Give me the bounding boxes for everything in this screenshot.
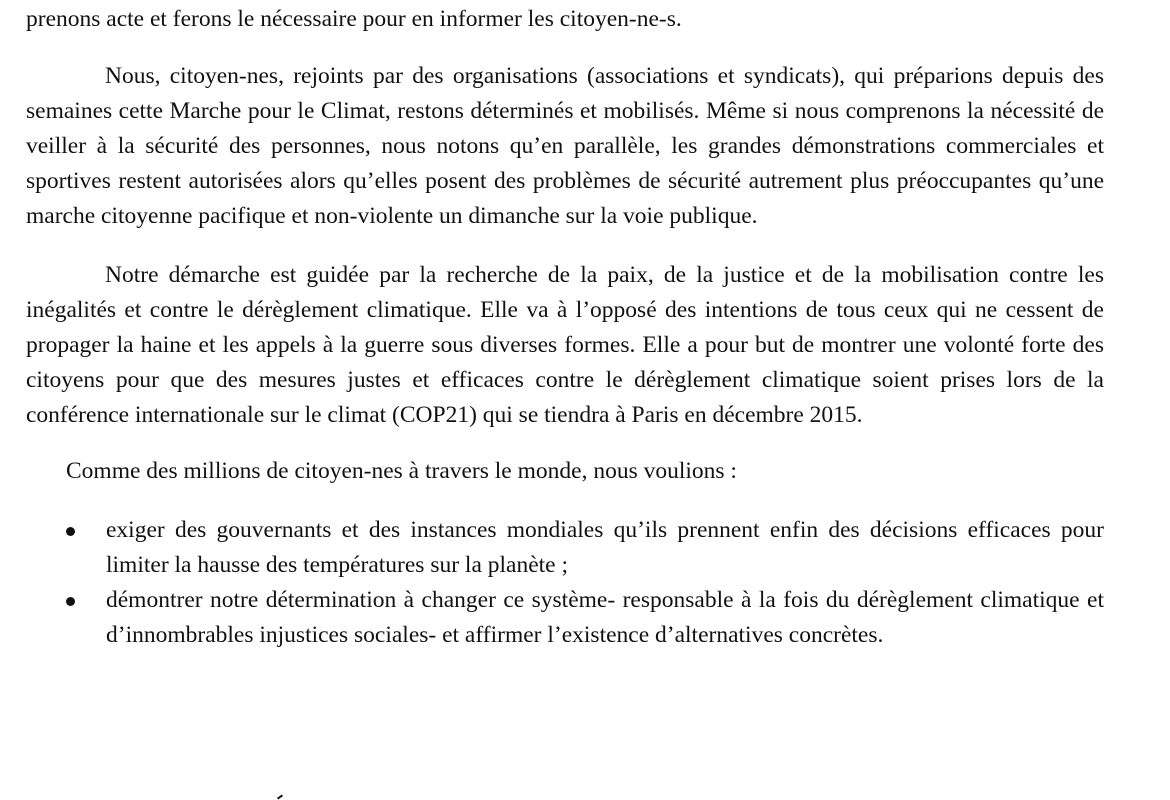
paragraph-approach: Notre démarche est guidée par la recherche de la paix, de la justice et de la mobilisation contre les inégalités et contre le dérèglement climatique. Elle va à l’opposé des intentions de tous ceux qui ne cessent de propager la haine et les appels à la guerre sous diverses formes. Elle a pour but de montrer une volonté forte des citoyens pour que des mesures justes et efficaces contre le dérèglement climatique soient prises lors de la conférence internationale sur le climat (COP21) qui se tiendra à Paris en décembre 2015.	[26, 262, 1104, 428]
document-page	[26, 0, 1104, 653]
paragraph-citizens-mobilized: Nous, citoyen-nes, rejoints par des organisations (associations et syndicats), qui préparions depuis des semaines cette Marche pour le Climat, restons déterminés et mobilisés. Même si nous comprenons la nécessité de veiller à la sécurité des personnes, nous notons qu’en parallèle, les grandes démonstrations commerciales et sportives restent autorisées alors qu’elles posent des problèmes de sécurité autrement plus préoccupantes qu’une marche citoyenne pacifique et non-violente un dimanche sur la voie publique.	[26, 63, 1104, 229]
list-lead-in: Comme des millions de citoyen-nes à travers le monde, nous voulions :	[66, 458, 737, 484]
bullet-icon	[66, 597, 75, 606]
demands-list	[26, 513, 1104, 653]
cropped-next-line-accent	[275, 792, 287, 800]
list-item-text: exiger des gouvernants et des instances mondiales qu’ils prennent enfin des décisions efficaces pour limiter la hausse des températures sur la planète ;	[106, 517, 1104, 578]
bullet-icon	[66, 527, 75, 536]
list-item-text: démontrer notre détermination à changer ce système- responsable à la fois du dérèglement climatique et d’innombrables injustices sociales- et affirmer l’existence d’alternatives concrètes.	[106, 587, 1104, 648]
list-item	[26, 583, 1104, 653]
paragraph-continuation: prenons acte et ferons le nécessaire pour en informer les citoyen-ne-s.	[26, 6, 682, 32]
list-item	[26, 513, 1104, 583]
